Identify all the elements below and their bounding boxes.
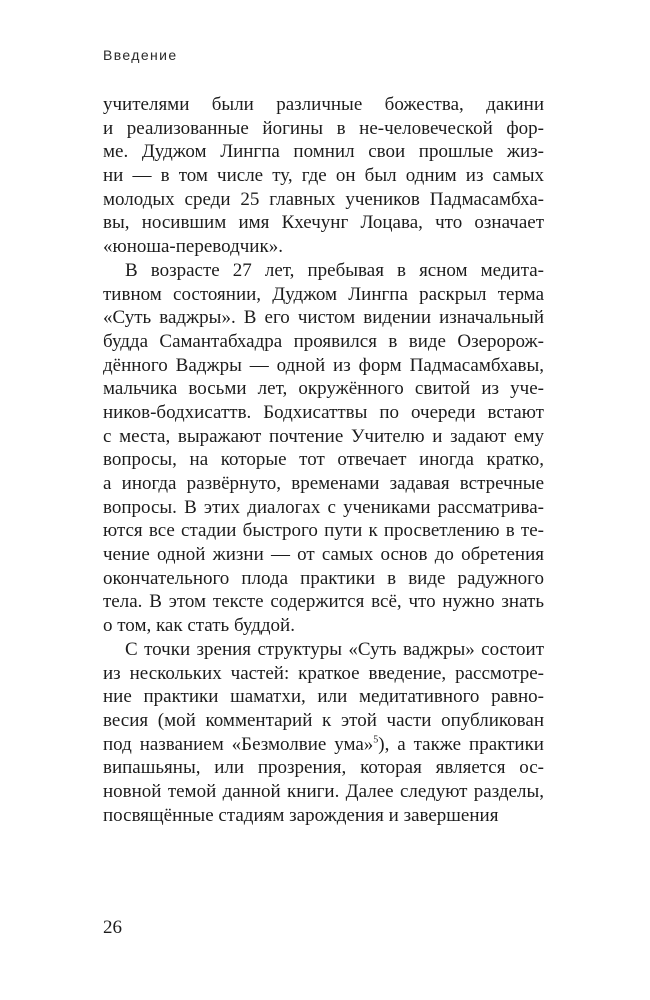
paragraph <box>103 638 544 828</box>
text-line: «Суть ваджры». В его чистом видении изначальный <box>103 307 544 329</box>
text-line: ников-бодхисаттв. Бодхисаттвы по очереди встают <box>103 401 544 423</box>
running-head: Введение <box>103 47 178 63</box>
text-line: молодых среди 25 главных учеников Падмасамбха- <box>103 188 544 210</box>
text-line: чение одной жизни — от самых основ до обретения <box>103 544 544 566</box>
text-line: ние практики шаматхи, или медитативного равно- <box>103 686 544 708</box>
text-line: дённого Ваджры — одной из форм Падмасамбхавы, <box>103 354 544 376</box>
text-line: учителями были различные божества, дакини <box>103 94 544 115</box>
text-line: випашьяны, или прозрения, которая является ос- <box>103 757 544 779</box>
text-line: весия (мой комментарий к этой части опубликован <box>103 709 544 731</box>
body-text <box>103 93 544 827</box>
text-line: тела. В этом тексте содержится всё, что нужно знать <box>103 591 544 613</box>
paragraph <box>103 259 544 638</box>
text-line: С точки зрения структуры «Суть ваджры» состоит <box>125 638 544 660</box>
text-line: будда Самантабхадра проявился в виде Озеророж- <box>103 330 544 352</box>
text-line: окончательного плода практики в виде радужного <box>103 567 544 589</box>
text-line: из нескольких частей: краткое введение, рассмотре- <box>103 662 544 684</box>
text-line: посвящённые стадиям зарождения и завершения <box>103 804 499 826</box>
text-segment: ), а также практики <box>378 733 544 755</box>
paragraph <box>103 93 544 259</box>
text-line: тивном состоянии, Дуджом Лингпа раскрыл терма <box>103 283 544 305</box>
text-line-with-footnote <box>103 733 544 757</box>
text-line: с места, выражают почтение Учителю и задают ему <box>103 425 544 447</box>
text-line: и реализованные йогины в не-человеческой фор- <box>103 117 544 139</box>
text-line: о том, как стать буддой. <box>103 615 295 637</box>
text-line: мальчика восьми лет, окружённого свитой из уче- <box>103 378 544 400</box>
text-line: «юноша-переводчик». <box>103 236 283 258</box>
text-line: вопросы. В этих диалогах с учениками рассматрива- <box>103 496 544 518</box>
text-segment: под названием «Безмолвие ума» <box>103 733 374 755</box>
text-line: вопросы, на которые тот отвечает иногда кратко, <box>103 449 544 471</box>
text-line: ме. Дуджом Лингпа помнил свои прошлые жиз- <box>103 141 544 163</box>
page-number: 26 <box>103 917 122 938</box>
text-line: а иногда развёрнуто, временами задавая встречные <box>103 473 544 494</box>
footnote-marker[interactable]: 5 <box>373 734 379 746</box>
text-line: ются все стадии быстрого пути к просветлению в те- <box>103 520 544 542</box>
text-line: вы, носившим имя Кхечунг Лоцава, что означает <box>103 212 544 234</box>
text-line: В возрасте 27 лет, пребывая в ясном медита- <box>125 259 544 281</box>
text-line: ни — в том числе ту, где он был одним из самых <box>103 165 544 187</box>
text-line: новной темой данной книги. Далее следуют разделы, <box>103 780 544 802</box>
